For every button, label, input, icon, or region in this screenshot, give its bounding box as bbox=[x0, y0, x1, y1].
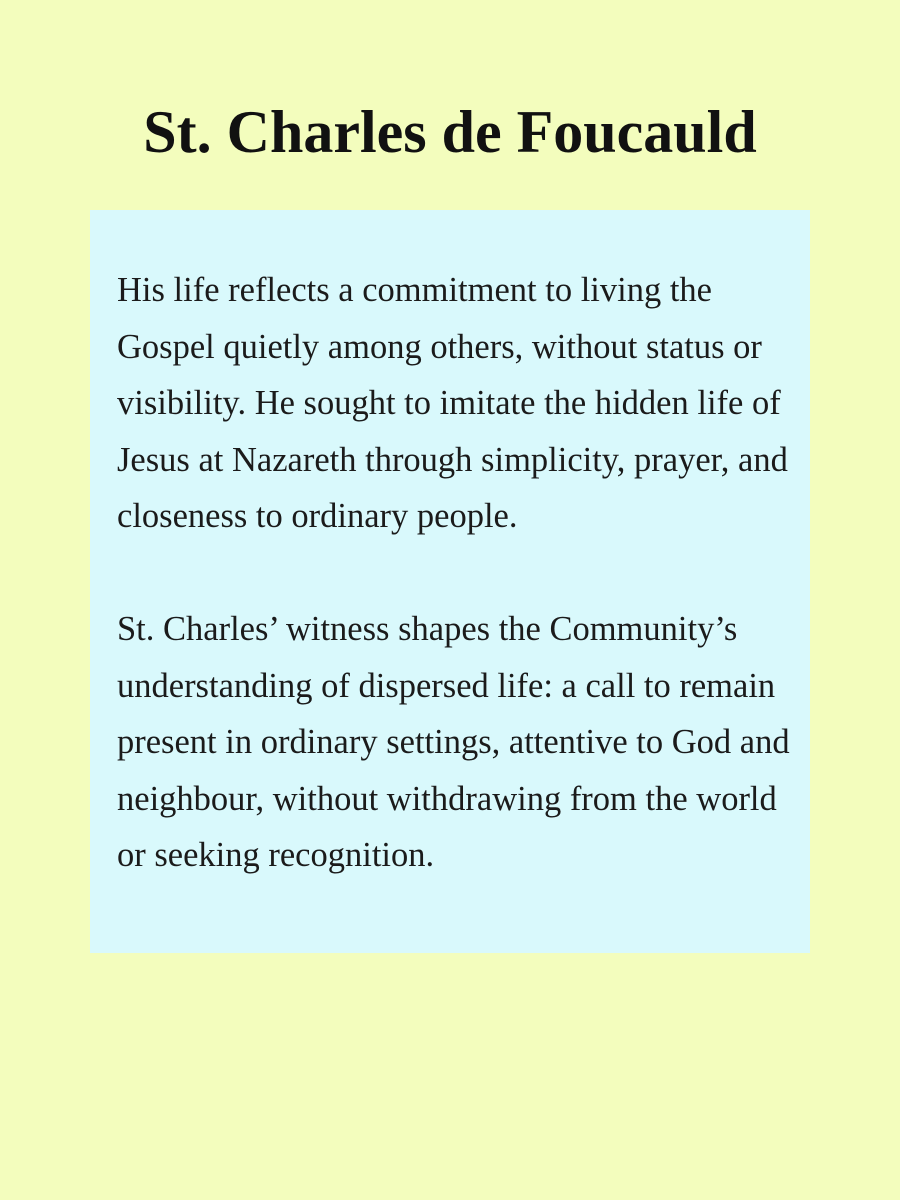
page-title: St. Charles de Foucauld bbox=[143, 99, 757, 165]
paragraph-life: His life reflects a commitment to living the Gospel quietly among others, without status or visibility. He sought to imitate the hidden life of Jesus at Nazareth through simplicity, prayer, and closeness to ordinary people. bbox=[117, 271, 788, 535]
text-card bbox=[90, 210, 810, 953]
paragraph-witness: St. Charles’ witness shapes the Community’s understanding of dispersed life: a call to remain present in ordinary settings, attentive to God and neighbour, without withdrawing from the world or seeking recognition. bbox=[117, 610, 790, 874]
